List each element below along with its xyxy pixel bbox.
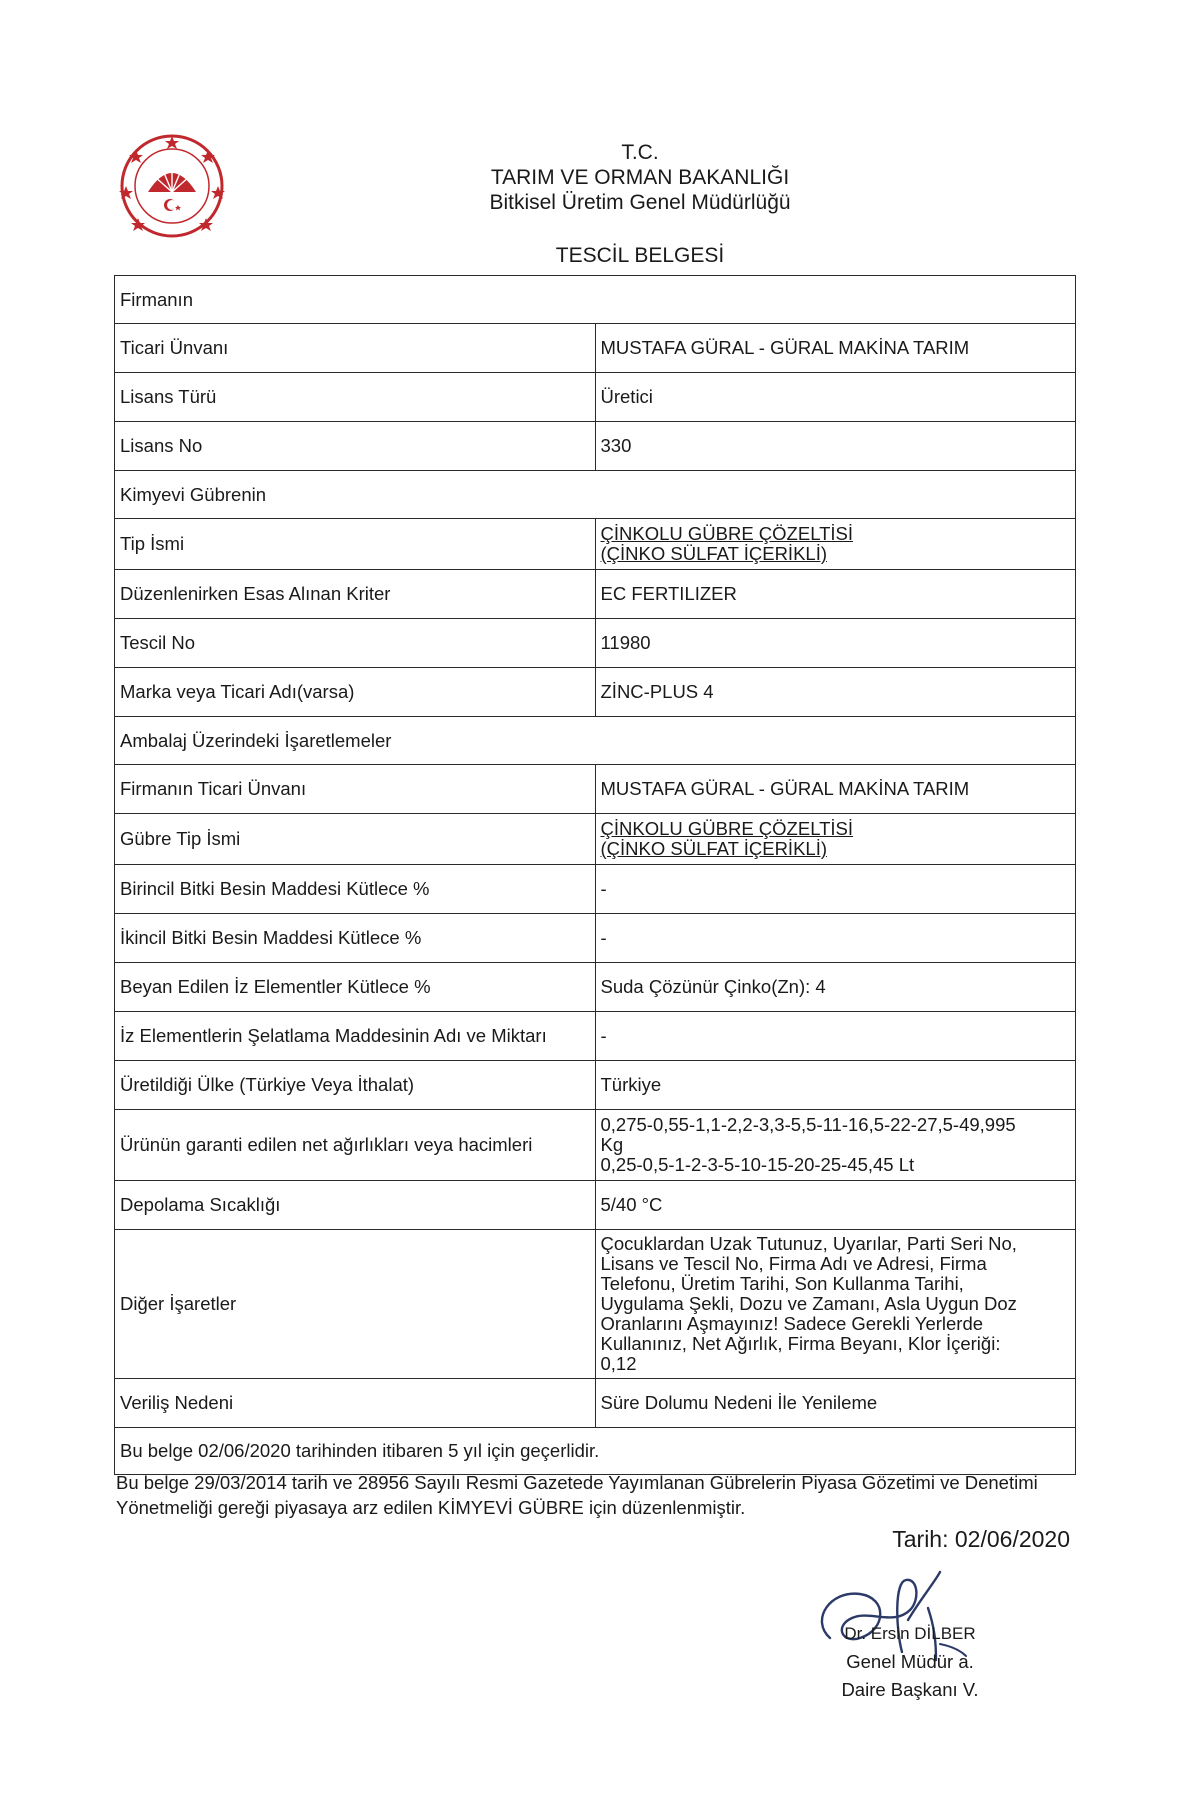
table-row [115,519,1076,570]
ministry-name: TARIM VE ORMAN BAKANLIĞI [490,166,790,189]
section-row-firm [115,276,1076,324]
table-row [115,1379,1076,1428]
field-value: - [595,865,1076,914]
signer-name: Dr. Ersin DİLBER [844,1624,976,1643]
field-label: Tescil No [115,619,596,668]
field-value: Çocuklardan Uzak Tutunuz, Uyarılar, Parti Seri No, Lisans ve Tescil No, Firma Adı ve Adresi, Firma Telefonu, Üretim Tarihi, Son Kullanma Tarihi, Uygulama Şekli, Dozu ve Zamanı, Asla Uygun Doz Oranlarını Aşmayınız! Sadece Gerekli Yerlerde Kullanınız, Net Ağırlık, Firma Beyanı, Klor İçeriği: 0,12 [595,1230,1076,1379]
section-row-fertilizer [115,471,1076,519]
table-row [115,1230,1076,1379]
section-row-packaging [115,717,1076,765]
field-value: - [595,1012,1076,1061]
signer-block [810,1620,1010,1704]
field-label: Lisans Türü [115,373,596,422]
table-row [115,1110,1076,1181]
field-value: EC FERTILIZER [595,570,1076,619]
table-row [115,914,1076,963]
field-label: Tip İsmi [115,519,596,570]
signer-title: Daire Başkanı V. [841,1679,979,1700]
section-firm: Firmanın [115,276,1076,324]
regulation-note: Bu belge 29/03/2014 tarih ve 28956 Sayılı Resmi Gazetede Yayımlanan Gübrelerin Piyasa Gözetimi ve Denetimi Yönetmeliği gereği piyasaya arz edilen KİMYEVİ GÜBRE için düzenlenmiştir. [116,1472,1038,1518]
field-label: Gübre Tip İsmi [115,814,596,865]
table-row [115,814,1076,865]
table-row [115,570,1076,619]
table-row [115,865,1076,914]
field-value: ÇİNKOLU GÜBRE ÇÖZELTİSİ (ÇİNKO SÜLFAT İÇERİKLİ) [595,519,1076,570]
field-value: Süre Dolumu Nedeni İle Yenileme [595,1379,1076,1428]
ministry-seal-icon [118,132,226,240]
field-value: 330 [595,422,1076,471]
issue-date: Tarih: 02/06/2020 [892,1526,1070,1552]
field-label: Ürünün garanti edilen net ağırlıkları veya hacimleri [115,1110,596,1181]
validity-row [115,1428,1076,1475]
table-row [115,765,1076,814]
field-value: ZİNC-PLUS 4 [595,668,1076,717]
directorate-name: Bitkisel Üretim Genel Müdürlüğü [489,191,791,214]
field-label: Beyan Edilen İz Elementler Kütlece % [115,963,596,1012]
table-row [115,668,1076,717]
table-row [115,619,1076,668]
table-row [115,324,1076,373]
field-label: Firmanın Ticari Ünvanı [115,765,596,814]
field-label: Lisans No [115,422,596,471]
field-value: MUSTAFA GÜRAL - GÜRAL MAKİNA TARIM [595,324,1076,373]
letterhead [390,140,890,215]
table-row [115,422,1076,471]
field-label: Düzenlenirken Esas Alınan Kriter [115,570,596,619]
field-label: Depolama Sıcaklığı [115,1181,596,1230]
field-value: Üretici [595,373,1076,422]
document-title: TESCİL BELGESİ [555,244,725,267]
table-row [115,373,1076,422]
field-value: Suda Çözünür Çinko(Zn): 4 [595,963,1076,1012]
field-label: Marka veya Ticari Adı(varsa) [115,668,596,717]
table-row [115,963,1076,1012]
validity-statement: Bu belge 02/06/2020 tarihinden itibaren 5 yıl için geçerlidir. [115,1428,1076,1475]
field-label: İkincil Bitki Besin Maddesi Kütlece % [115,914,596,963]
section-packaging: Ambalaj Üzerindeki İşaretlemeler [115,717,1076,765]
field-value: 5/40 °C [595,1181,1076,1230]
field-label: Diğer İşaretler [115,1230,596,1379]
field-label: Birincil Bitki Besin Maddesi Kütlece % [115,865,596,914]
field-label: Veriliş Nedeni [115,1379,596,1428]
field-value: ÇİNKOLU GÜBRE ÇÖZELTİSİ (ÇİNKO SÜLFAT İÇERİKLİ) [595,814,1076,865]
country-abbrev: T.C. [621,141,659,164]
field-value: 0,275-0,55-1,1-2,2-3,3-5,5-11-16,5-22-27,5-49,995 Kg 0,25-0,5-1-2-3-5-10-15-20-25-45,45 Lt [595,1110,1076,1181]
field-label: Ticari Ünvanı [115,324,596,373]
field-value: Türkiye [595,1061,1076,1110]
field-value: MUSTAFA GÜRAL - GÜRAL MAKİNA TARIM [595,765,1076,814]
table-row [115,1061,1076,1110]
signer-title: Genel Müdür a. [846,1651,974,1672]
field-label: Üretildiği Ülke (Türkiye Veya İthalat) [115,1061,596,1110]
field-value: 11980 [595,619,1076,668]
section-fertilizer: Kimyevi Gübrenin [115,471,1076,519]
registration-table [114,275,1076,1475]
table-row [115,1012,1076,1061]
field-label: İz Elementlerin Şelatlama Maddesinin Adı ve Miktarı [115,1012,596,1061]
field-value: - [595,914,1076,963]
table-row [115,1181,1076,1230]
